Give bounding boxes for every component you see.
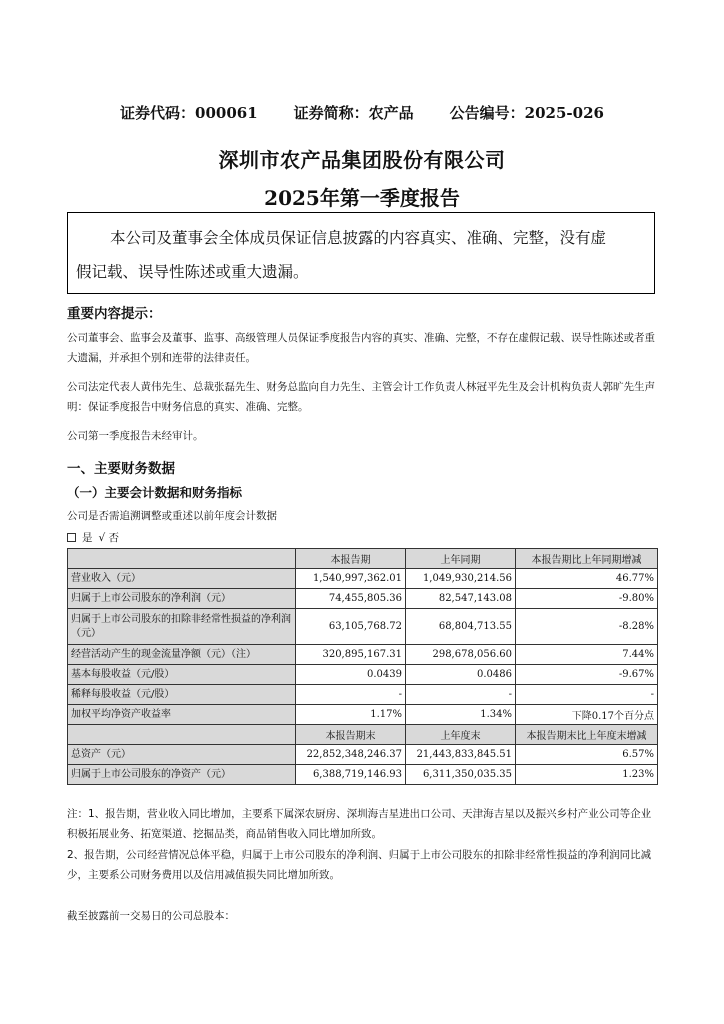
row-label: 归属于上市公司股东的扣除非经常性损益的净利润（元） [68, 609, 296, 645]
header-cell: 本报告期 [296, 549, 406, 569]
row-label: 加权平均净资产收益率 [68, 705, 296, 725]
row-label: 稀释每股收益（元/股） [68, 685, 296, 705]
current-value: 74,455,805.36 [296, 589, 406, 609]
header-cell: 本报告期末比上年度末增减 [516, 725, 658, 745]
header-cell: 上年同期 [406, 549, 516, 569]
change-value: 6.57% [516, 745, 658, 765]
row-label: 总资产（元） [68, 745, 296, 765]
change-value: - [516, 685, 658, 705]
table-row [68, 765, 658, 785]
table-row [68, 665, 658, 685]
change-value: 7.44% [516, 645, 658, 665]
checkbox-icon [67, 533, 76, 542]
prior-value: 1.34% [406, 705, 516, 725]
table-row [68, 705, 658, 725]
declaration-box [67, 212, 655, 294]
financial-table [67, 548, 658, 785]
prior-value: 1,049,930,214.56 [406, 569, 516, 589]
table-row [68, 569, 658, 589]
header-blank-cell [68, 725, 296, 745]
current-value: 6,388,719,146.93 [296, 765, 406, 785]
important-heading: 重要内容提示： [67, 306, 162, 322]
yes-label: 是 [82, 532, 93, 544]
important-paragraph-2: 公司法定代表人黄伟先生、总裁张磊先生、财务总监向自力先生、主管会计工作负责人林冠平先生及会计机构负责人郭旷先生声明：保证季度报告中财务信息的真实、准确、完整。 [67, 381, 655, 413]
table-row [68, 589, 658, 609]
prior-value: 298,678,056.60 [406, 645, 516, 665]
prior-value: 82,547,143.08 [406, 589, 516, 609]
report-title: 2025年第一季度报告 [264, 186, 460, 210]
row-label: 基本每股收益（元/股） [68, 665, 296, 685]
prior-value: 0.0486 [406, 665, 516, 685]
current-value: 0.0439 [296, 665, 406, 685]
table-header-row [68, 549, 658, 569]
current-value: 22,852,348,246.37 [296, 745, 406, 765]
header-cell: 本报告期末 [296, 725, 406, 745]
prior-value: - [406, 685, 516, 705]
no-label: √ 否 [98, 532, 120, 544]
retro-question: 公司是否需追溯调整或重述以前年度会计数据 [67, 510, 277, 522]
note-2: 2、报告期，公司经营情况总体平稳，归属于上市公司股东的净利润、归属于上市公司股东的扣除非经常性损益的净利润同比减少，主要系公司财务费用以及信用减值损失同比增加所致。 [67, 849, 652, 881]
change-value: -9.67% [516, 665, 658, 685]
table-row [68, 609, 658, 645]
stock-code: 证券代码：000061 [120, 104, 258, 122]
change-value: -8.28% [516, 609, 658, 645]
header-codeline [0, 102, 724, 123]
table-header-row [68, 725, 658, 745]
table-row [68, 645, 658, 665]
declaration-line-1: 本公司及董事会全体成员保证信息披露的内容真实、准确、完整，没有虚 [110, 229, 607, 247]
note-1: 注：1、报告期，营业收入同比增加，主要系下属深农厨房、深圳海吉星进出口公司、天津海吉星以及振兴乡村产业公司等企业积极拓展业务、拓宽渠道、挖掘品类，商品销售收入同比增加所致。 [67, 808, 652, 840]
row-label: 归属于上市公司股东的净资产（元） [68, 765, 296, 785]
change-value: -9.80% [516, 589, 658, 609]
company-name: 深圳市农产品集团股份有限公司 [218, 148, 506, 172]
subsection-heading: （一）主要会计数据和财务指标 [67, 485, 243, 500]
header-blank-cell [68, 549, 296, 569]
current-value: 63,105,768.72 [296, 609, 406, 645]
share-capital-heading: 截至披露前一交易日的公司总股本： [67, 910, 235, 922]
row-label: 经营活动产生的现金流量净额（元）（注） [68, 645, 296, 665]
header-cell: 上年度末 [406, 725, 516, 745]
table-row [68, 745, 658, 765]
change-value: 下降0.17个百分点 [516, 705, 658, 725]
retro-answer [67, 530, 119, 545]
current-value: 320,895,167.31 [296, 645, 406, 665]
announcement-number: 公告编号：2025-026 [449, 104, 604, 122]
table-row [68, 685, 658, 705]
row-label: 营业收入（元） [68, 569, 296, 589]
important-paragraph-3: 公司第一季度报告未经审计。 [67, 430, 204, 442]
header-cell: 本报告期比上年同期增减 [516, 549, 658, 569]
row-label: 归属于上市公司股东的净利润（元） [68, 589, 296, 609]
prior-value: 21,443,833,845.51 [406, 745, 516, 765]
current-value: 1,540,997,362.01 [296, 569, 406, 589]
section-heading: 一、主要财务数据 [67, 461, 175, 477]
current-value: - [296, 685, 406, 705]
current-value: 1.17% [296, 705, 406, 725]
declaration-line-2: 假记载、误导性陈述或重大遗漏。 [76, 263, 309, 281]
stock-abbr: 证券简称：农产品 [293, 104, 414, 122]
important-paragraph-1: 公司董事会、监事会及董事、监事、高级管理人员保证季度报告内容的真实、准确、完整，不存在虚假记载、误导性陈述或者重大遗漏，并承担个别和连带的法律责任。 [67, 332, 655, 364]
prior-value: 68,804,713.55 [406, 609, 516, 645]
prior-value: 6,311,350,035.35 [406, 765, 516, 785]
change-value: 1.23% [516, 765, 658, 785]
change-value: 46.77% [516, 569, 658, 589]
